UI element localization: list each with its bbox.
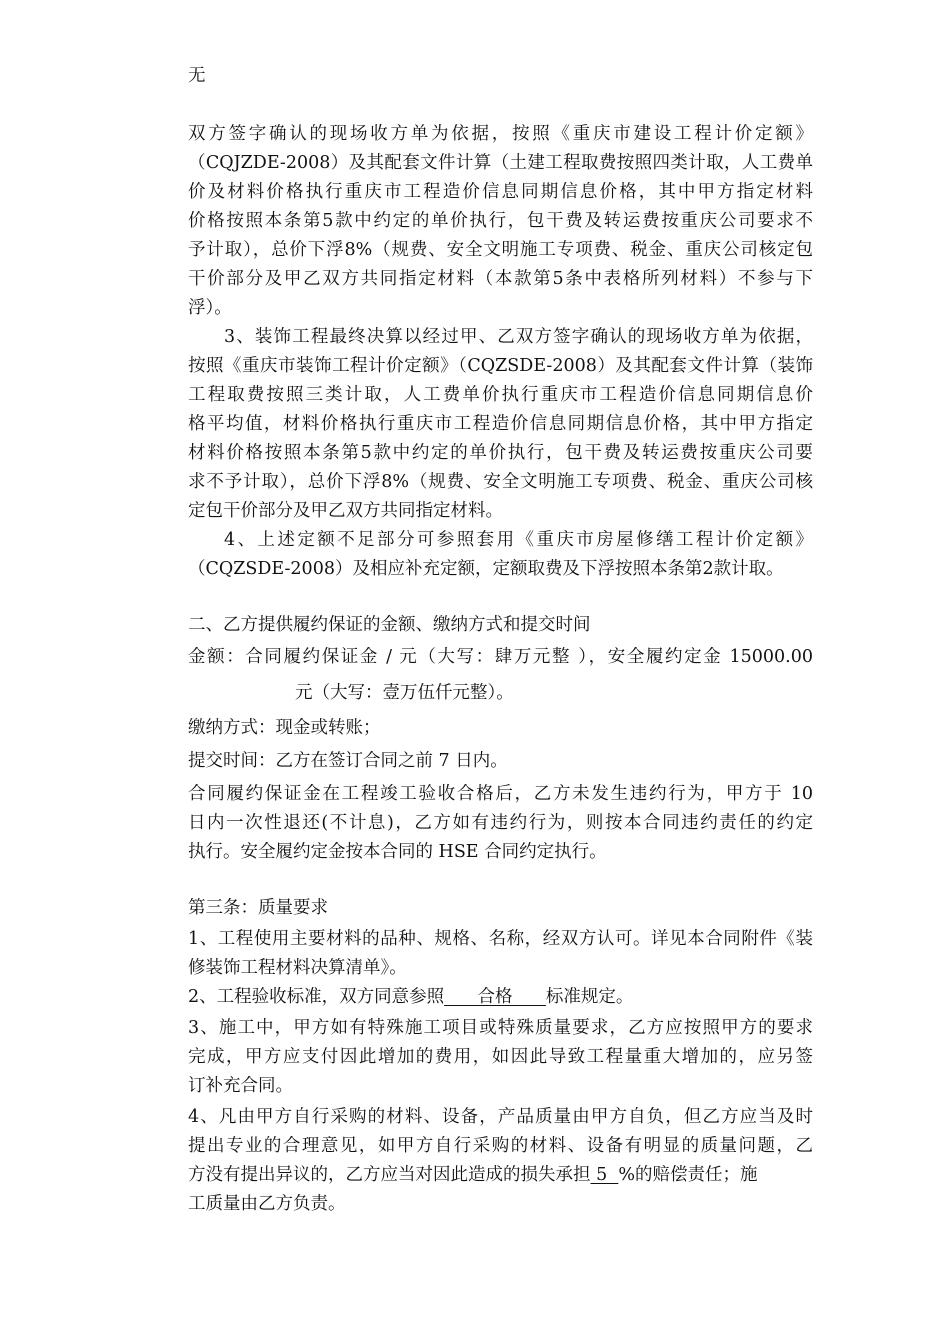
amount-line: 金额：合同履约保证金 / 元（大写：肆万元整 ），安全履约定金 15000.00	[188, 647, 813, 667]
paragraph-line: 双方签字确认的现场收方单为依据，按照《重庆市建设工程计价定额》	[188, 124, 813, 144]
article3-item4-line: 提出专业的合理意见，如甲方自行采购的材料、设备有明显的质量问题，乙	[188, 1136, 813, 1156]
payment-method: 缴纳方式：现金或转账；	[188, 718, 381, 738]
refund-line: 执行。安全履约定金按本合同的 HSE 合同约定执行。	[188, 842, 607, 862]
article3-item1-line: 修装饰工程材料决算清单》。	[188, 958, 407, 978]
item2-suffix: 标准规定。	[545, 987, 634, 1007]
item-3-line: 定包干价部分及甲乙双方共同指定材料。	[188, 501, 503, 521]
article3-item1-line: 1、工程使用主要材料的品种、规格、名称，经双方认可。详见本合同附件《装	[188, 929, 813, 949]
article3-item3-line: 完成，甲方应支付因此增加的费用，如因此导致工程量重大增加的，应另签	[188, 1047, 813, 1067]
item-3-line: 材料价格按照本条第5款中约定的单价执行，包干费及转运费按重庆公司要	[188, 443, 813, 463]
item-3-line: 工程取费按照三类计取，人工费单价执行重庆市工程造价信息同期信息价	[188, 385, 813, 405]
article3-item3-line: 3、施工中，甲方如有特殊施工项目或特殊质量要求，乙方应按照甲方的要求	[188, 1018, 813, 1038]
item-3-line: 求不予计取），总价下浮8%（规费、安全文明施工专项费、税金、重庆公司核	[188, 472, 813, 492]
article3-item2-line	[188, 984, 813, 1010]
paragraph-line: 价及材料价格执行重庆市工程造价信息同期信息价格，其中甲方指定材料	[188, 182, 813, 202]
item-4-line: 4、上述定额不足部分可参照套用《重庆市房屋修缮工程计价定额》	[224, 530, 813, 550]
acceptance-standard-blank: 合格	[444, 987, 546, 1007]
refund-line: 合同履约保证金在工程竣工验收合格后，乙方未发生违约行为，甲方于 10	[188, 784, 813, 804]
amount-line-continued: 元（大写：壹万伍仟元整）。	[295, 683, 514, 703]
item-3-line: 格平均值，材料价格执行重庆市工程造价信息同期信息价格，其中甲方指定	[188, 414, 813, 434]
paragraph-line: 干价部分及甲乙双方共同指定材料（本款第5条中表格所列材料）不参与下	[188, 269, 813, 289]
article3-item4-line: 工质量由乙方负责。	[188, 1194, 346, 1214]
article3-item3-line: 订补充合同。	[188, 1076, 293, 1096]
item-4-line: （CQZSDE-2008）及相应补充定额，定额取费及下浮按照本条第2款计取。	[188, 559, 784, 579]
submit-time: 提交时间：乙方在签订合同之前 7 日内。	[188, 751, 508, 771]
item4-line3-suffix: %的赔偿责任；施	[618, 1165, 758, 1185]
refund-line: 日内一次性退还(不计息)，乙方如有违约行为，则按本合同违约责任的约定	[188, 813, 813, 833]
paragraph-line: 予计取），总价下浮8%（规费、安全文明施工专项费、税金、重庆公司核定包	[188, 240, 813, 260]
paragraph-line: （CQJZDE-2008）及其配套文件计算（土建工程取费按照四类计取，人工费单	[188, 153, 813, 173]
item-3-line: 3、装饰工程最终决算以经过甲、乙双方签字确认的现场收方单为依据，	[224, 327, 813, 347]
compensation-ratio-blank: 5	[590, 1165, 619, 1185]
top-fragment: 无	[188, 66, 206, 86]
article3-item4-line	[188, 1162, 813, 1188]
item-3-line: 按照《重庆市装饰工程计价定额》（CQZSDE-2008）及其配套文件计算（装饰	[188, 356, 813, 376]
section-heading: 二、乙方提供履约保证的金额、缴纳方式和提交时间	[188, 615, 591, 635]
item4-line3-prefix: 方没有提出异议的，乙方应当对因此造成的损失承担	[188, 1165, 591, 1185]
paragraph-line: 浮）。	[188, 298, 232, 318]
item2-prefix: 2、工程验收标准，双方同意参照	[188, 987, 445, 1007]
article3-item4-line: 4、凡由甲方自行采购的材料、设备，产品质量由甲方自负，但乙方应当及时	[188, 1107, 813, 1127]
paragraph-line: 价格按照本条第5款中约定的单价执行，包干费及转运费按重庆公司要求不	[188, 211, 813, 231]
article-heading: 第三条：质量要求	[188, 898, 328, 918]
